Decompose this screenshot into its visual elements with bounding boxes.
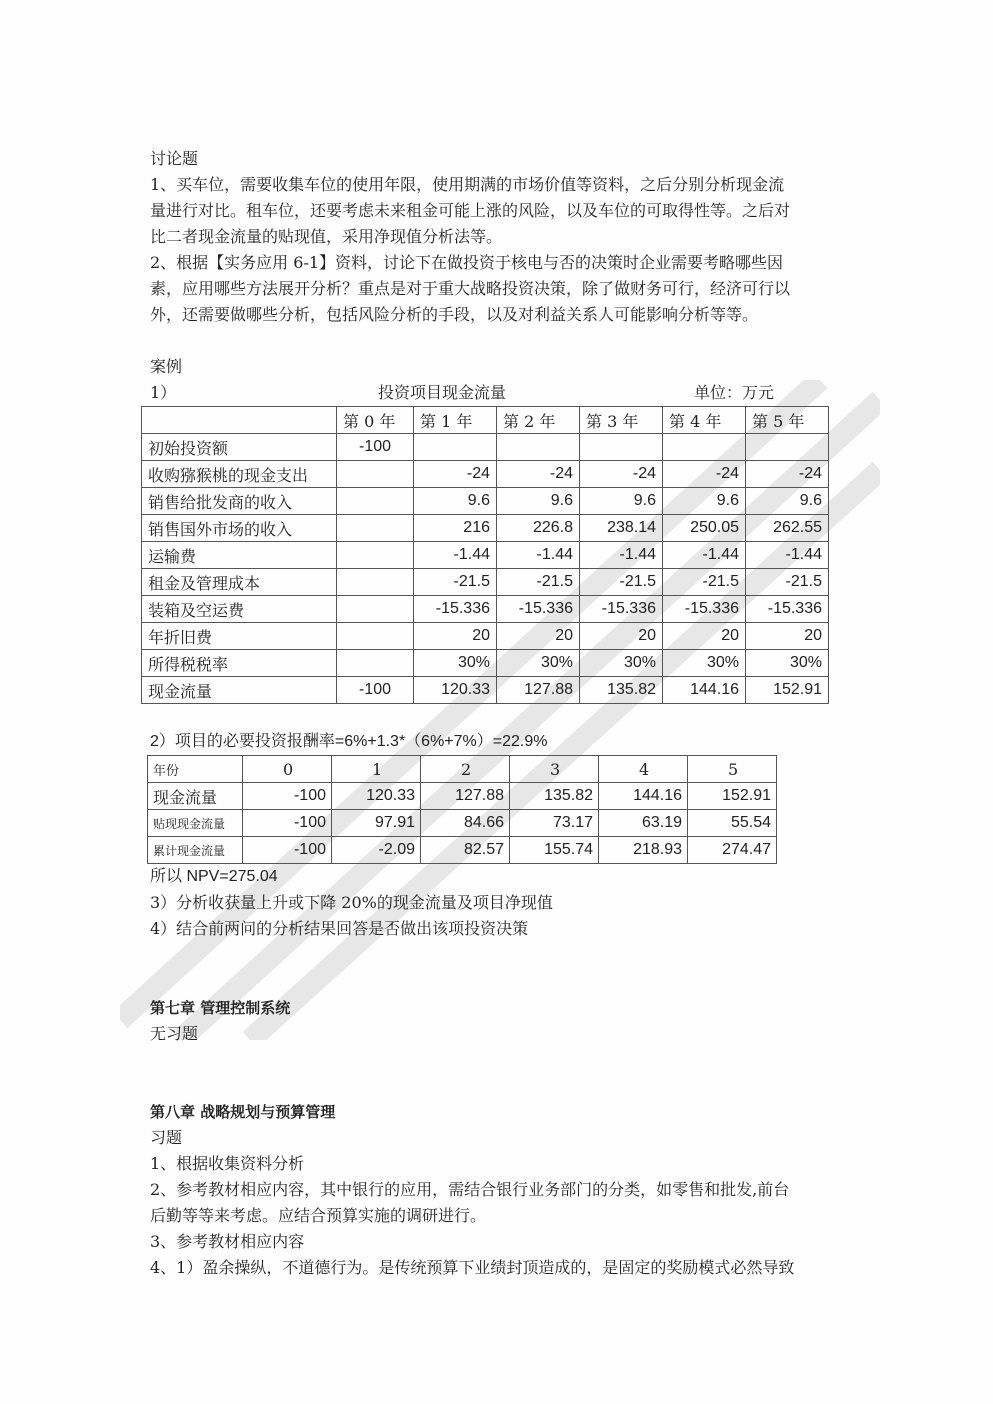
table-cell: -1.44: [746, 542, 829, 569]
chapter8-line: 后勤等等来考虑。应结合预算实施的调研进行。: [150, 1206, 487, 1225]
table-cell: -2.09: [332, 837, 421, 864]
table-header-row: [148, 756, 777, 783]
table-cell: 9.6: [663, 488, 746, 515]
table-header-cell: 第 5 年: [746, 407, 829, 434]
chapter8-title: 第八章 战略规划与预算管理: [150, 1103, 336, 1121]
row-label: 现金流量: [142, 677, 337, 704]
table-cell: -15.336: [414, 596, 497, 623]
table-cell: 20: [580, 623, 663, 650]
table-cell: [337, 596, 414, 623]
table-header-row: [142, 407, 829, 434]
case-heading: 案例: [150, 357, 183, 376]
table-cell: 20: [497, 623, 580, 650]
table-cell: 84.66: [421, 810, 510, 837]
table-cell: -1.44: [497, 542, 580, 569]
table-row: [142, 596, 829, 623]
table-cell: [337, 542, 414, 569]
table-cell: 120.33: [332, 783, 421, 810]
cash-flow-table: [141, 406, 829, 704]
table-cell: 152.91: [688, 783, 777, 810]
table-row: [142, 461, 829, 488]
case-q3-text: 3）分析收获量上升或下降 20%的现金流量及项目净现值: [150, 893, 553, 912]
table-cell: 274.47: [688, 837, 777, 864]
npv-text: 所以 NPV=275.04: [150, 868, 278, 885]
chapter8-heading: 习题: [150, 1128, 183, 1147]
table1-unit: 单位：万元: [694, 383, 775, 402]
table-cell: 216: [414, 515, 497, 542]
chapter8-line: 4、1）盈余操纵，不道德行为。是传统预算下业绩封顶造成的，是固定的奖励模式必然导致: [150, 1258, 795, 1277]
table-cell: [746, 434, 829, 461]
table-cell: -100: [243, 783, 332, 810]
table-cell: [337, 623, 414, 650]
chapter8-line: 1、根据收集资料分析: [150, 1154, 305, 1173]
table-cell: 144.16: [599, 783, 688, 810]
discussion-line: 比二者现金流量的贴现值，采用净现值分析法等。: [150, 227, 503, 246]
table-header-cell: 4: [599, 756, 688, 783]
table-cell: -1.44: [663, 542, 746, 569]
table-cell: 152.91: [746, 677, 829, 704]
table-cell: 218.93: [599, 837, 688, 864]
table-cell: -15.336: [663, 596, 746, 623]
table-cell: 30%: [746, 650, 829, 677]
table-cell: -24: [746, 461, 829, 488]
table-header-cell: 2: [421, 756, 510, 783]
table-cell: [497, 434, 580, 461]
row-label: 收购猕猴桃的现金支出: [142, 461, 337, 488]
table-header-cell: 1: [332, 756, 421, 783]
table-cell: 97.91: [332, 810, 421, 837]
table-row: [148, 810, 777, 837]
discussion-line: 外，还需要做哪些分析，包括风险分析的手段，以及对利益关系人可能影响分析等等。: [150, 305, 759, 324]
table-header-cell: 第 4 年: [663, 407, 746, 434]
table-cell: 144.16: [663, 677, 746, 704]
table-header-cell: 第 0 年: [337, 407, 414, 434]
table-header-cell: 5: [688, 756, 777, 783]
table-cell: 9.6: [414, 488, 497, 515]
table-cell: [580, 434, 663, 461]
discussion-line: 素，应用哪些方法展开分析？重点是对于重大战略投资决策，除了做财务可行，经济可行以: [150, 279, 791, 298]
table-cell: -1.44: [580, 542, 663, 569]
table-header-cell: 第 2 年: [497, 407, 580, 434]
table-header-cell: 年份: [148, 756, 243, 783]
table-cell: 20: [663, 623, 746, 650]
table-row: [142, 569, 829, 596]
table-cell: [337, 515, 414, 542]
case-q2-text: 2）项目的必要投资报酬率=6%+1.3*（6%+7%）=22.9%: [150, 733, 548, 750]
row-label: 装箱及空运费: [142, 596, 337, 623]
table-header-cell: [142, 407, 337, 434]
table-cell: 155.74: [510, 837, 599, 864]
table-cell: 238.14: [580, 515, 663, 542]
table-cell: 226.8: [497, 515, 580, 542]
table-row: [142, 650, 829, 677]
table-cell: 63.19: [599, 810, 688, 837]
discussion-line: 量进行对比。租车位，还要考虑未来租金可能上涨的风险，以及车位的可取得性等。之后对: [150, 201, 791, 220]
case-q4-text: 4）结合前两问的分析结果回答是否做出该项投资决策: [150, 919, 529, 938]
case-q1-label: 1）: [150, 383, 177, 402]
table-cell: 9.6: [746, 488, 829, 515]
table-row: [142, 542, 829, 569]
table-cell: [337, 461, 414, 488]
table-cell: -100: [243, 810, 332, 837]
table-cell: 20: [414, 623, 497, 650]
table-cell: 127.88: [421, 783, 510, 810]
table-cell: -24: [663, 461, 746, 488]
table-row: [148, 783, 777, 810]
row-label: 运输费: [142, 542, 337, 569]
row-label: 年折旧费: [142, 623, 337, 650]
table-cell: 30%: [580, 650, 663, 677]
table-cell: 30%: [414, 650, 497, 677]
table-cell: -24: [414, 461, 497, 488]
chapter7-text: 无习题: [150, 1024, 199, 1043]
table-cell: 9.6: [497, 488, 580, 515]
table-cell: [337, 488, 414, 515]
table-cell: -100: [337, 677, 414, 704]
table-row: [142, 515, 829, 542]
table-cell: 82.57: [421, 837, 510, 864]
table-row: [142, 623, 829, 650]
table-row: [142, 434, 829, 461]
chapter7-title: 第七章 管理控制系统: [150, 999, 291, 1017]
table-cell: -24: [580, 461, 663, 488]
table-cell: 20: [746, 623, 829, 650]
chapter8-line: 2、参考教材相应内容，其中银行的应用，需结合银行业务部门的分类，如零售和批发,前台: [150, 1180, 790, 1199]
discussion-line: 2、根据【实务应用 6-1】资料，讨论下在做投资于核电与否的决策时企业需要考略哪些因: [150, 253, 784, 272]
table-cell: 9.6: [580, 488, 663, 515]
table-cell: 262.55: [746, 515, 829, 542]
table-header-cell: 3: [510, 756, 599, 783]
row-label: 销售给批发商的收入: [142, 488, 337, 515]
table-cell: 250.05: [663, 515, 746, 542]
row-label: 初始投资额: [142, 434, 337, 461]
table-header-cell: 第 3 年: [580, 407, 663, 434]
table-cell: -21.5: [497, 569, 580, 596]
table-cell: 30%: [497, 650, 580, 677]
table-cell: -100: [337, 434, 414, 461]
table-cell: 30%: [663, 650, 746, 677]
table-cell: 120.33: [414, 677, 497, 704]
row-label: 所得税税率: [142, 650, 337, 677]
table-cell: -21.5: [580, 569, 663, 596]
table-cell: 55.54: [688, 810, 777, 837]
table-cell: -15.336: [746, 596, 829, 623]
table-cell: -21.5: [746, 569, 829, 596]
table-cell: 73.17: [510, 810, 599, 837]
discounted-cash-flow-table: [147, 755, 777, 864]
table-cell: [337, 569, 414, 596]
table-cell: -24: [497, 461, 580, 488]
row-label: 贴现现金流量: [148, 810, 243, 837]
table-cell: [337, 650, 414, 677]
table-cell: -15.336: [497, 596, 580, 623]
table-header-cell: 0: [243, 756, 332, 783]
table-cell: 127.88: [497, 677, 580, 704]
table-cell: 135.82: [510, 783, 599, 810]
table-cell: -15.336: [580, 596, 663, 623]
table-cell: -100: [243, 837, 332, 864]
table-cell: -1.44: [414, 542, 497, 569]
row-label: 销售国外市场的收入: [142, 515, 337, 542]
row-label: 累计现金流量: [148, 837, 243, 864]
table-cell: [414, 434, 497, 461]
discussion-line: 1、买车位，需要收集车位的使用年限，使用期满的市场价值等资料，之后分别分析现金流: [150, 175, 785, 194]
row-label: 现金流量: [148, 783, 243, 810]
row-label: 租金及管理成本: [142, 569, 337, 596]
table-row: [142, 677, 829, 704]
table-cell: [663, 434, 746, 461]
table-cell: -21.5: [414, 569, 497, 596]
table-row: [148, 837, 777, 864]
chapter8-line: 3、参考教材相应内容: [150, 1232, 305, 1251]
table-cell: -21.5: [663, 569, 746, 596]
table1-title: 投资项目现金流量: [378, 383, 507, 402]
discussion-heading: 讨论题: [150, 149, 199, 168]
table-row: [142, 488, 829, 515]
table-cell: 135.82: [580, 677, 663, 704]
table-header-cell: 第 1 年: [414, 407, 497, 434]
